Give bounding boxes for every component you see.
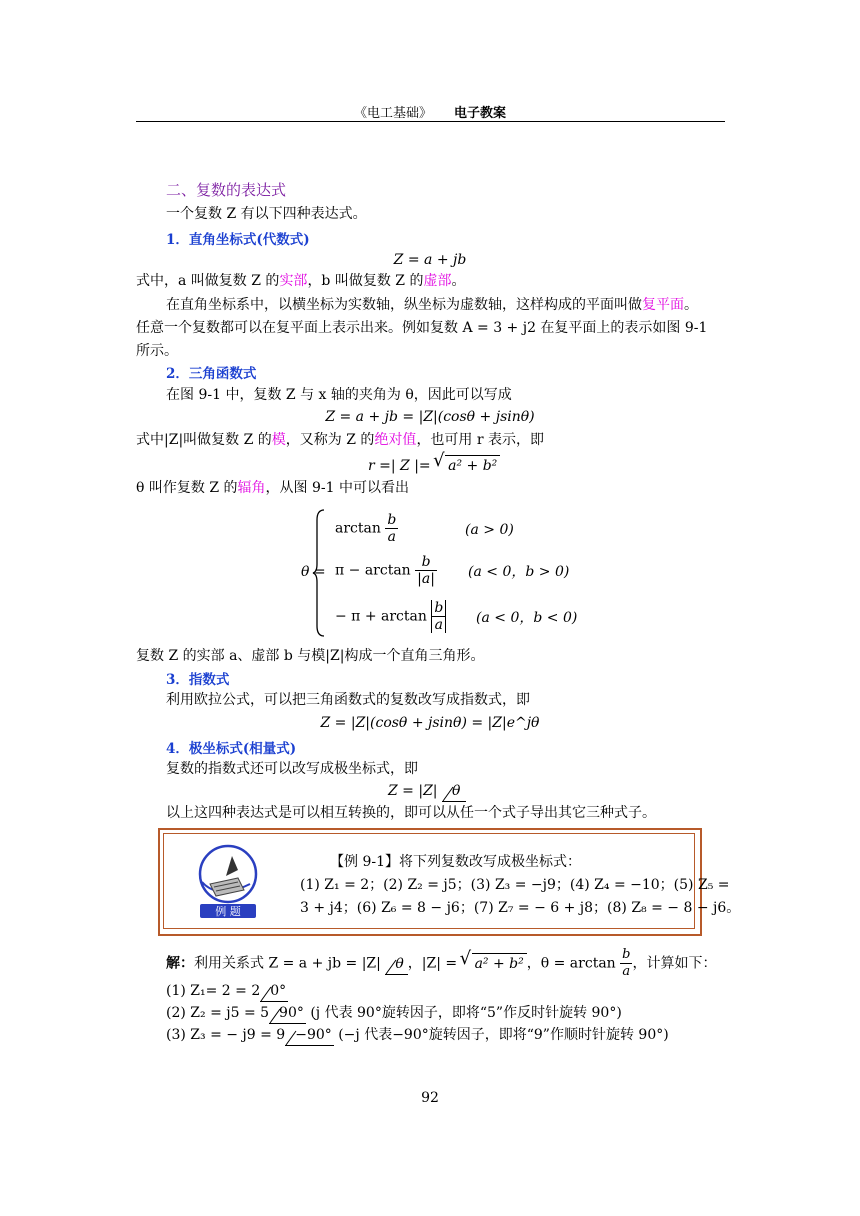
case-1-condition: (a > 0) xyxy=(465,522,514,538)
text-span: 。 xyxy=(451,273,466,289)
sqrt-sign: √ xyxy=(459,947,472,969)
text-span: |a| xyxy=(417,571,435,587)
para-argument xyxy=(136,478,409,498)
fraction xyxy=(385,512,398,545)
text-span: π − arctan xyxy=(335,562,411,579)
angle-icon xyxy=(442,786,454,802)
text-span: 。 xyxy=(684,297,698,313)
angle-icon xyxy=(385,959,397,975)
brace-icon xyxy=(312,508,326,638)
text-span: ，计算如下： xyxy=(632,955,717,972)
text-span: θ xyxy=(395,955,404,972)
example-title: 【例 9-1】将下列复数改写成极坐标式： xyxy=(330,854,581,870)
term-modulus: 模 xyxy=(271,432,286,448)
para-triangle: 复数 Z 的实部 a、虚部 b 与模|Z|构成一个直角三角形。 xyxy=(136,648,485,664)
angle-symbol xyxy=(260,981,288,1002)
intro-text: 一个复数 Z 有以下四种表达式。 xyxy=(166,206,367,222)
para-polar: 复数的指数式还可以改写成极坐标式，即 xyxy=(166,761,418,777)
heading-trig-form: 2．三角函数式 xyxy=(166,366,257,382)
fraction xyxy=(415,554,437,587)
header-title: 电子教案 xyxy=(454,106,507,121)
text-span: a² + b² xyxy=(448,458,498,474)
theta-lhs: θ = xyxy=(301,564,326,580)
text-span: ，θ = arctan xyxy=(526,955,616,972)
text-span: 0° xyxy=(270,983,287,999)
page-header xyxy=(136,102,724,121)
para-modulus xyxy=(136,430,544,450)
heading-polar-form: 4．极坐标式(相量式) xyxy=(166,741,297,757)
para-example-a: 任意一个复数都可以在复平面上表示出来。例如复数 A = 3 + j2 在复平面上的表示如图 9-1 xyxy=(136,320,708,336)
equation-exp: Z = |Z|(cosθ + jsinθ) = |Z|e^jθ xyxy=(320,715,540,731)
angle-symbol xyxy=(285,1025,334,1046)
case-3-condition: (a < 0，b < 0) xyxy=(476,610,578,626)
text-span: arctan xyxy=(335,520,381,537)
angle-symbol xyxy=(269,1003,306,1024)
fraction xyxy=(431,600,446,633)
text-span: −90° xyxy=(295,1027,332,1043)
para-conversion: 以上这四种表达式是可以相互转换的，即可以从任一个式子导出其它三种式子。 xyxy=(166,805,656,821)
text-span: b xyxy=(387,512,397,528)
equation-trig: Z = a + jb = |Z|(cosθ + jsinθ) xyxy=(325,409,535,425)
text-span: 在直角坐标系中，以横坐标为实数轴，纵坐标为虚数轴，这样构成的平面叫做 xyxy=(166,297,642,313)
text-span: (1) Z₁= 2 = 2 xyxy=(166,983,261,999)
case-2-condition: (a < 0，b > 0) xyxy=(468,564,570,580)
term-absolute-value: 绝对值 xyxy=(374,432,417,448)
equation-rect: Z = a + jb xyxy=(393,252,467,268)
text-span: ，b 叫做复数 Z 的 xyxy=(307,273,424,289)
header-book: 《电工基础》 xyxy=(353,106,432,121)
text-span: − π + arctan xyxy=(335,608,427,625)
text-span: (2) Z₂ = j5 = 5 xyxy=(166,1005,270,1021)
text-span: a xyxy=(622,964,631,979)
para-real-imag xyxy=(136,271,465,291)
text-span: θ 叫作复数 Z 的 xyxy=(136,480,238,496)
text-span: 90° xyxy=(279,1005,304,1021)
text-span: 利用关系式 Z = a + jb = |Z| xyxy=(194,955,381,972)
sqrt-sign: √ xyxy=(433,450,445,471)
angle-icon xyxy=(260,986,272,1002)
term-argument: 辐角 xyxy=(237,480,266,496)
case-3 xyxy=(335,600,446,633)
result-2 xyxy=(166,1003,622,1024)
text-span: b xyxy=(415,554,437,571)
text-span: ，也可用 r 表示，即 xyxy=(416,432,545,448)
text-span: ，|Z| = xyxy=(407,955,458,972)
para-complex-plane xyxy=(166,295,698,315)
equation-polar xyxy=(388,781,466,802)
term-imag-part: 虚部 xyxy=(423,273,452,289)
text-span: r =| Z |= xyxy=(368,458,431,474)
angle-symbol xyxy=(442,781,466,802)
text-span: θ xyxy=(451,783,461,799)
heading-exp-form: 3．指数式 xyxy=(166,672,230,688)
fraction xyxy=(620,947,632,980)
section-title: 二、复数的表达式 xyxy=(166,181,287,199)
para-angle: 在图 9-1 中，复数 Z 与 x 轴的夹角为 θ，因此可以写成 xyxy=(166,387,512,403)
sqrt-expression xyxy=(459,947,527,974)
result-1 xyxy=(166,981,288,1002)
solution-line xyxy=(166,947,716,980)
term-real-part: 实部 xyxy=(279,273,308,289)
text-span: b xyxy=(622,947,631,962)
text-span: ，又称为 Z 的 xyxy=(285,432,375,448)
term-complex-plane: 复平面 xyxy=(642,297,684,313)
text-span: 式中|Z|叫做复数 Z 的 xyxy=(136,432,272,448)
header-rule xyxy=(136,121,725,122)
text-span: b xyxy=(434,600,444,616)
text-span: ，从图 9-1 中可以看出 xyxy=(265,480,409,496)
result-3 xyxy=(166,1025,669,1046)
example-line-1: (1) Z₁ = 2；(2) Z₂ = j5；(3) Z₃ = −j9；(4) Z₄ = −10；(5) Z₅ = xyxy=(300,877,730,893)
angle-icon xyxy=(285,1030,297,1046)
text-span: a xyxy=(387,529,396,545)
para-shown: 所示。 xyxy=(136,343,178,359)
case-1 xyxy=(335,512,398,545)
text-span: 式中，a 叫做复数 Z 的 xyxy=(136,273,280,289)
case-2 xyxy=(335,554,437,587)
example-line-2: 3 + j4；(6) Z₆ = 8 − j6；(7) Z₇ = − 6 + j8；(8) Z₈ = − 8 − j6。 xyxy=(300,900,741,916)
text-span: a xyxy=(434,617,443,633)
equation-r xyxy=(368,450,500,476)
solution-label: 解： xyxy=(166,955,194,972)
text-span: Z = |Z| xyxy=(388,783,438,799)
para-euler: 利用欧拉公式，可以把三角函数式的复数改写成指数式，即 xyxy=(166,692,530,708)
angle-icon xyxy=(269,1008,281,1024)
example-logo-icon xyxy=(188,840,268,920)
sqrt-expression xyxy=(433,450,500,476)
example-logo-text: 例 题 xyxy=(215,905,241,918)
text-span: (j 代表 90°旋转因子，即将“5”作反时针旋转 90°) xyxy=(305,1005,622,1021)
page-number: 92 xyxy=(421,1090,439,1106)
angle-symbol xyxy=(385,954,407,975)
text-span: a² + b² xyxy=(474,955,524,972)
text-span: (3) Z₃ = − j9 = 9 xyxy=(166,1027,286,1043)
heading-rect-form: 1．直角坐标式(代数式) xyxy=(166,232,310,248)
text-span: (−j 代表−90°旋转因子，即将“9”作顺时针旋转 90°) xyxy=(333,1027,669,1043)
